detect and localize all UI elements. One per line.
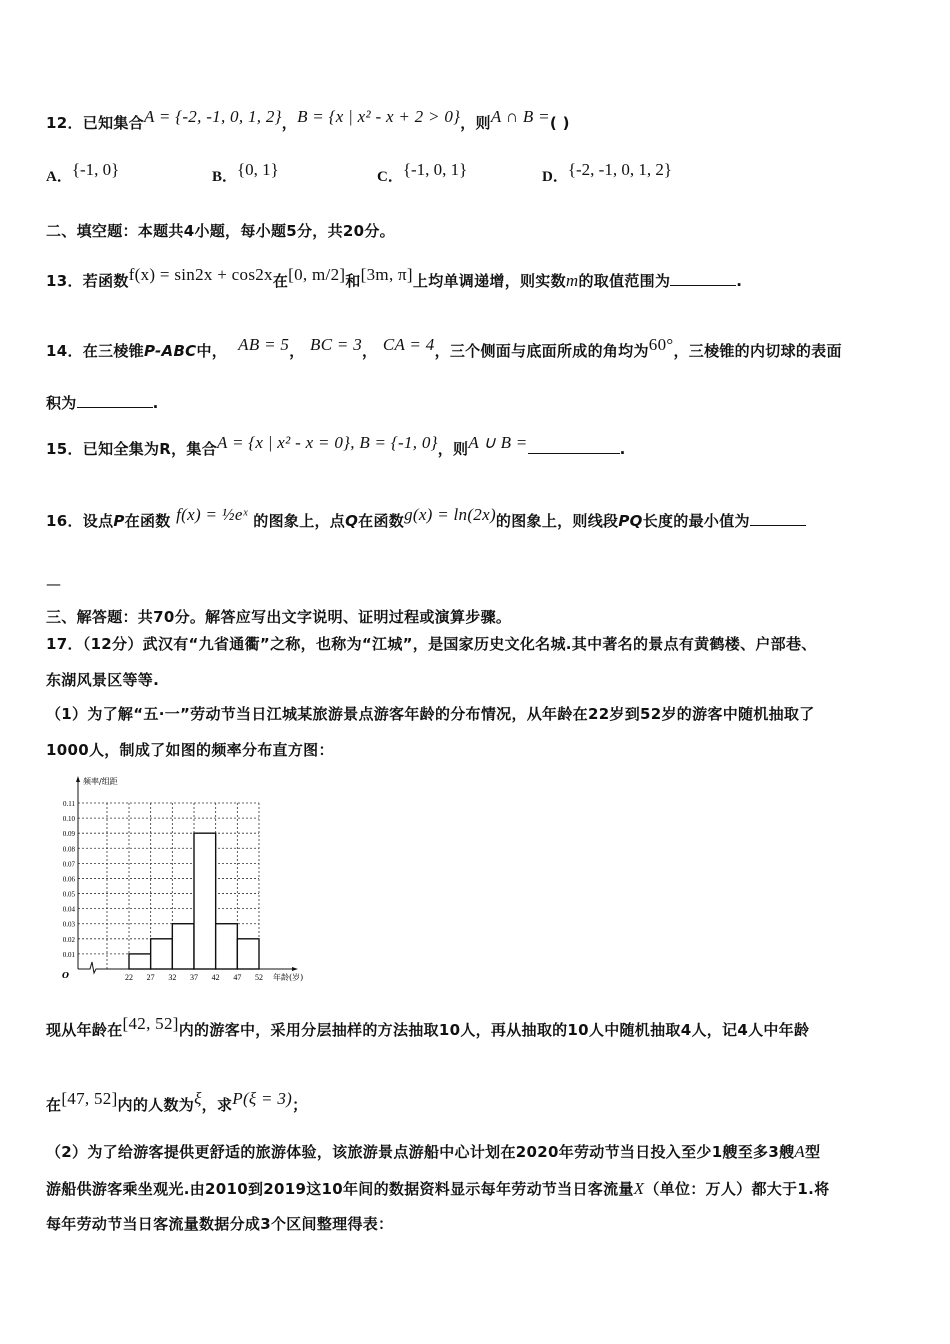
option-value: {-2, -1, 0, 1, 2}	[567, 160, 672, 179]
interval: [42, 52]	[122, 1014, 179, 1033]
function: f(x) = sin2x + cos2x	[128, 265, 273, 284]
text: 现从年龄在	[46, 1021, 123, 1039]
text: 在	[46, 1096, 62, 1114]
y-tick-label: 0.05	[62, 890, 75, 899]
text: .	[152, 394, 159, 412]
option-label: C．	[377, 169, 403, 185]
q17-line-1: 17．（12分）武汉有“九省通衢”之称，也称为“江城”，是国家历史文化名城.其中著名的景点有黄鹤楼、户部巷、	[46, 635, 817, 653]
frequency-histogram	[40, 770, 340, 990]
text: （单位：万人）都大于1.将	[644, 1180, 830, 1198]
x-tick-label: 47	[233, 973, 242, 982]
q17-line-6	[46, 1089, 308, 1115]
answer-blank[interactable]	[77, 393, 153, 408]
text: .	[619, 440, 626, 458]
text: 在函数	[358, 512, 405, 530]
var: ξ	[194, 1089, 202, 1108]
expr: BC = 3	[310, 335, 363, 354]
text: 在	[272, 272, 289, 290]
histogram-bar	[216, 924, 238, 969]
q17-line-9: 每年劳动节当日客流量数据分成3个区间整理得表：	[46, 1215, 394, 1233]
y-tick-label: 0.04	[62, 905, 75, 914]
option-label: A．	[46, 169, 72, 185]
x-tick-label: 27	[146, 973, 155, 982]
text: （2）为了给游客提供更舒适的旅游体验，该旅游景点游船中心计划在2020年劳动节当日投入至少1艘至多3艘	[46, 1143, 795, 1161]
text: 12．已知集合	[46, 114, 144, 132]
expr: P(ξ = 3)	[232, 1089, 293, 1108]
section-heading-3: 三、解答题：共70分。解答应写出文字说明、证明过程或演算步骤。	[46, 608, 512, 626]
y-tick-label: 0.03	[62, 920, 75, 929]
q17-line-2: 东湖风景区等等.	[46, 671, 160, 689]
text: 的取值范围为	[578, 272, 671, 290]
expr: A ∪ B =	[468, 433, 528, 452]
question-13	[46, 265, 743, 291]
function: g(x) = ln(2x)	[404, 505, 496, 524]
y-axis-arrow	[76, 776, 80, 782]
q17-line-7	[46, 1141, 820, 1162]
text: 和	[345, 272, 361, 290]
interval: [47, 52]	[61, 1089, 118, 1108]
text: ，则	[437, 440, 469, 458]
option-value: {-1, 0, 1}	[402, 160, 468, 179]
answer-blank[interactable]	[528, 439, 620, 454]
y-axis-label: 频率/组距	[83, 777, 118, 786]
x-axis-label: 年龄(岁)	[273, 973, 304, 982]
var: X	[633, 1179, 645, 1198]
text: 积为	[46, 394, 77, 412]
text: 长度的最小值为	[642, 512, 750, 530]
function: f(x) = ½eˣ	[176, 505, 248, 524]
var: P-ABC	[143, 342, 197, 360]
text: 内的游客中，采用分层抽样的方法抽取10人，再从抽取的10人中随机抽取4人，记4人中年龄	[178, 1021, 810, 1039]
answer-blank[interactable]	[670, 271, 736, 286]
q17-line-5	[46, 1014, 810, 1040]
angle: 60°	[648, 335, 674, 354]
text: 内的人数为	[117, 1096, 195, 1114]
option-c	[377, 160, 468, 186]
question-14-cont	[46, 392, 159, 413]
option-value: {-1, 0}	[71, 160, 120, 179]
text: ，三个侧面与底面所成的角均为	[434, 342, 649, 360]
q17-line-4: 1000人，制成了如图的频率分布直方图：	[46, 741, 334, 759]
x-tick-label: 22	[125, 973, 133, 982]
y-tick-label: 0.10	[62, 815, 75, 824]
text: 上均单调递增，则实数	[412, 272, 566, 290]
text: ；	[292, 1096, 308, 1114]
text: 16．设点	[46, 512, 114, 530]
histogram-bar	[172, 924, 194, 969]
var: P	[113, 512, 125, 530]
option-a	[46, 160, 120, 186]
origin-label: O	[62, 970, 69, 980]
q17-line-8	[46, 1178, 829, 1199]
question-15	[46, 433, 626, 459]
option-d	[542, 160, 672, 186]
y-tick-label: 0.11	[63, 800, 75, 808]
histogram-bar	[194, 833, 216, 969]
y-tick-label: 0.07	[62, 860, 75, 869]
x-tick-label: 32	[168, 973, 177, 982]
option-b	[212, 160, 279, 186]
text: 游船供游客乘坐观光.由2010到2019这10年间的数据资料显示每年劳动节当日客流量	[46, 1180, 634, 1198]
text: 在函数	[124, 512, 171, 530]
expr: A ∩ B =	[490, 107, 550, 126]
set-a: A = {-2, -1, 0, 1, 2}	[143, 107, 282, 126]
sets: A = {x | x² - x = 0}, B = {-1, 0}	[217, 433, 438, 452]
y-tick-label: 0.02	[62, 935, 75, 944]
text: .	[736, 272, 743, 290]
text: 的图象上，点	[253, 512, 346, 530]
section-heading-2: 二、填空题：本题共4小题，每小题5分，共20分。	[46, 222, 395, 240]
answer-paren: ( )	[549, 114, 570, 132]
y-tick-label: 0.01	[62, 950, 75, 959]
text: 13．若函数	[46, 272, 129, 290]
y-tick-label: 0.06	[62, 875, 75, 884]
y-tick-label: 0.09	[62, 830, 75, 839]
text: 的图象上，则线段	[495, 512, 619, 530]
interval: [3m, π]	[360, 265, 413, 284]
question-16	[46, 505, 806, 531]
answer-blank[interactable]	[750, 511, 806, 526]
text: ，求	[201, 1096, 233, 1114]
text: ，	[281, 114, 298, 132]
option-label: B．	[212, 169, 238, 185]
text: 14．在三棱锥	[46, 342, 144, 360]
expr: AB = 5	[238, 335, 290, 354]
histogram-bar	[151, 939, 173, 969]
text: 中，	[196, 342, 228, 360]
text: 15．已知全集为R，集合	[46, 440, 218, 458]
var: Q	[345, 512, 359, 530]
dash: —	[46, 575, 62, 593]
var: A	[794, 1142, 806, 1161]
set-b: B = {x | x² - x + 2 > 0}	[297, 107, 461, 126]
histogram-bar	[237, 939, 259, 969]
x-axis-arrow	[292, 967, 298, 971]
interval: [0, m/2]	[288, 265, 346, 284]
text: 型	[805, 1143, 821, 1161]
q17-line-3: （1）为了解“五·一”劳动节当日江城某旅游景点游客年龄的分布情况，从年龄在22岁到52岁的游客中随机抽取了	[46, 705, 815, 723]
question-12-stem	[46, 107, 570, 133]
var: PQ	[618, 512, 643, 530]
x-tick-label: 52	[255, 973, 263, 982]
question-14: 14．在三棱锥P-ABC中， AB = 5， BC = 3， CA = 4，三个侧面与底面所成的角均为60°，三棱锥的内切球的表面	[46, 335, 842, 360]
option-label: D．	[542, 169, 568, 185]
histogram-bar	[129, 954, 151, 969]
option-value: {0, 1}	[237, 160, 279, 179]
y-tick-label: 0.08	[62, 845, 75, 854]
text: ，三棱锥的内切球的表面	[673, 342, 842, 360]
expr: CA = 4	[382, 335, 435, 354]
x-tick-label: 42	[211, 973, 220, 982]
x-tick-label: 37	[190, 973, 198, 982]
text: ，则	[460, 114, 491, 132]
var: m	[565, 271, 579, 290]
